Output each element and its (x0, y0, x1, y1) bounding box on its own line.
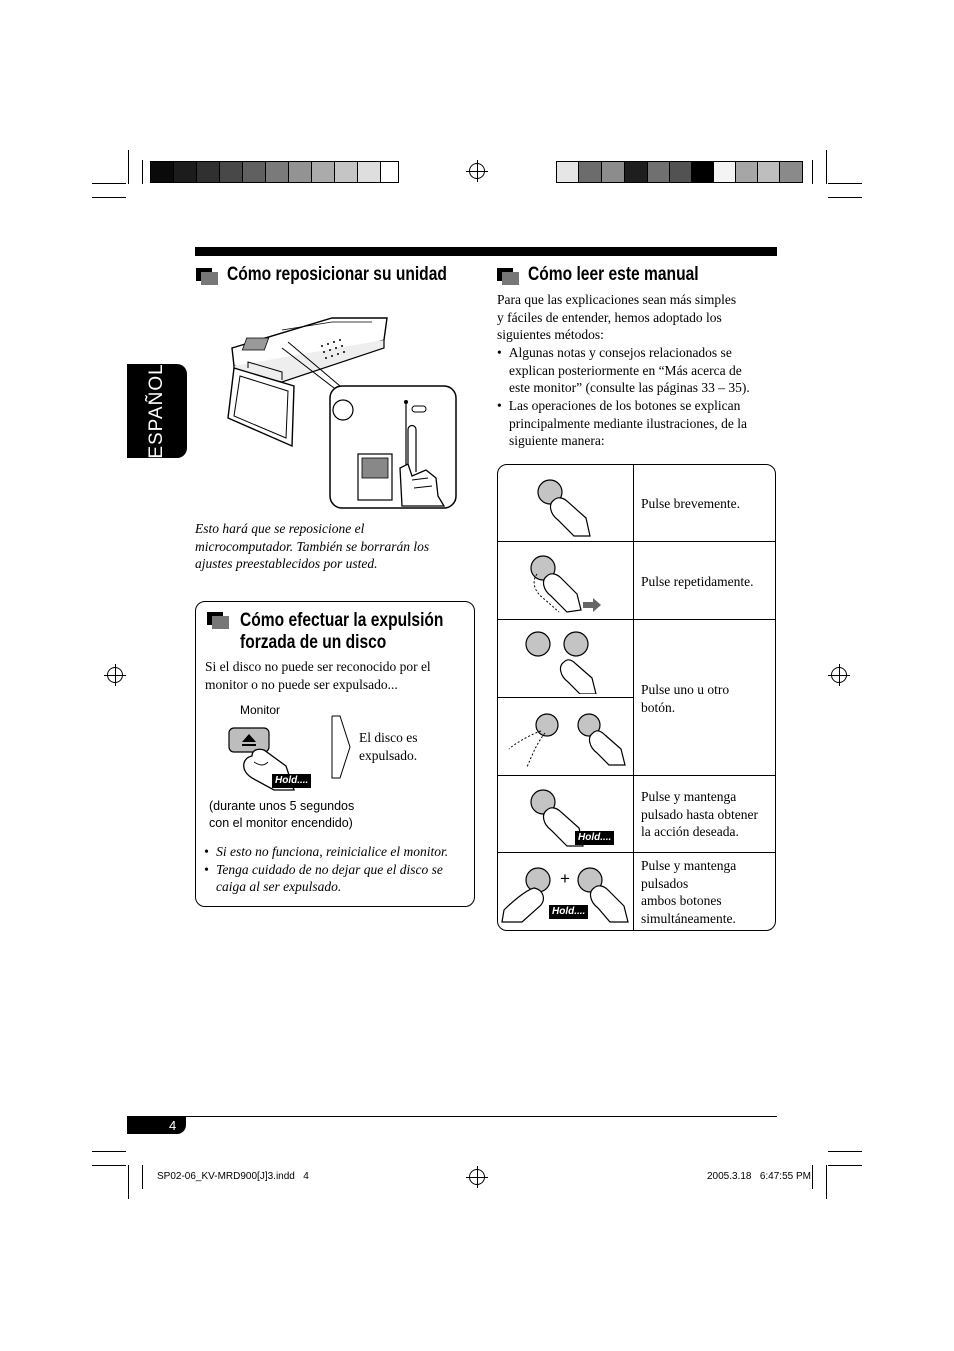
op-text-5: Pulse y mantenga pulsados ambos botones simultáneamente. (641, 858, 737, 926)
eject-intro: Si el disco no puede ser reconocido por el monitor o no puede ser expulsado... (205, 659, 431, 692)
hold-badge: Hold.... (549, 905, 588, 919)
eject-heading-line2: forzada de un disco (240, 632, 387, 653)
op-text-1: Pulse brevemente. (641, 496, 740, 511)
file-info: SP02-06_KV-MRD900[J]3.indd 4 (157, 1171, 309, 1182)
press-other-icon (505, 705, 630, 771)
manual-intro: Para que las explicaciones sean más simples y fáciles de entender, hemos adoptado los siguientes métodos: (497, 292, 737, 343)
color-bar-right (556, 161, 803, 183)
registration-mark-top (469, 163, 485, 179)
hold-badge: Hold.... (272, 774, 311, 788)
plus-sign: + (560, 869, 570, 888)
section-icon (497, 268, 519, 286)
page-number: 4 (169, 1118, 177, 1133)
section-icon (196, 268, 218, 286)
op-text-2: Pulse repetidamente. (641, 574, 754, 589)
manual-bullet-2: • Las operaciones de los botones se explican principalmente mediante ilustraciones, de la siguiente manera: (497, 398, 748, 449)
language-tab-label: ESPAÑOL (146, 363, 167, 459)
hold-badge: Hold.... (575, 831, 614, 845)
color-bar-left (150, 161, 399, 183)
monitor-reset-illustration (222, 296, 460, 512)
manual-heading: Cómo leer este manual (528, 264, 699, 285)
eject-notes: • Si esto no funciona, reinicialice el monitor. • Tenga cuidado de no dejar que el disco se caiga al ser expulsado. (204, 844, 449, 895)
press-either-icon (520, 628, 620, 694)
top-rule (195, 247, 777, 256)
eject-duration: (durante unos 5 segundos con el monitor encendido) (209, 799, 355, 830)
press-repeatedly-icon (525, 552, 605, 616)
bottom-rule (127, 1116, 777, 1117)
registration-mark-right (831, 667, 847, 683)
manual-bullet-1: • Algunas notas y consejos relacionados se explican posteriormente en “Más acerca de este monitor” (consulte las páginas 33 – 35). (497, 345, 750, 396)
monitor-label: Monitor (240, 703, 281, 717)
reposition-caption: Esto hará que se reposicione el microcomputador. También se borrarán los ajustes preestablecidos por usted. (195, 521, 430, 572)
press-briefly-icon (530, 474, 600, 538)
language-tab (127, 364, 187, 458)
op-text-3: Pulse uno u otro botón. (641, 682, 730, 715)
section-icon (207, 612, 229, 630)
eject-heading-line1: Cómo efectuar la expulsión (240, 610, 444, 631)
result-arrow (330, 714, 352, 780)
registration-mark-bottom (469, 1169, 485, 1185)
print-timestamp: 2005.3.18 6:47:55 PM (707, 1171, 811, 1182)
registration-mark-left (107, 667, 123, 683)
page-number-tab (127, 1117, 186, 1134)
reposition-heading: Cómo reposicionar su unidad (227, 264, 447, 285)
op-text-4: Pulse y mantenga pulsado hasta obtener la acción deseada. (641, 789, 758, 840)
eject-result: El disco es expulsado. (359, 730, 418, 763)
